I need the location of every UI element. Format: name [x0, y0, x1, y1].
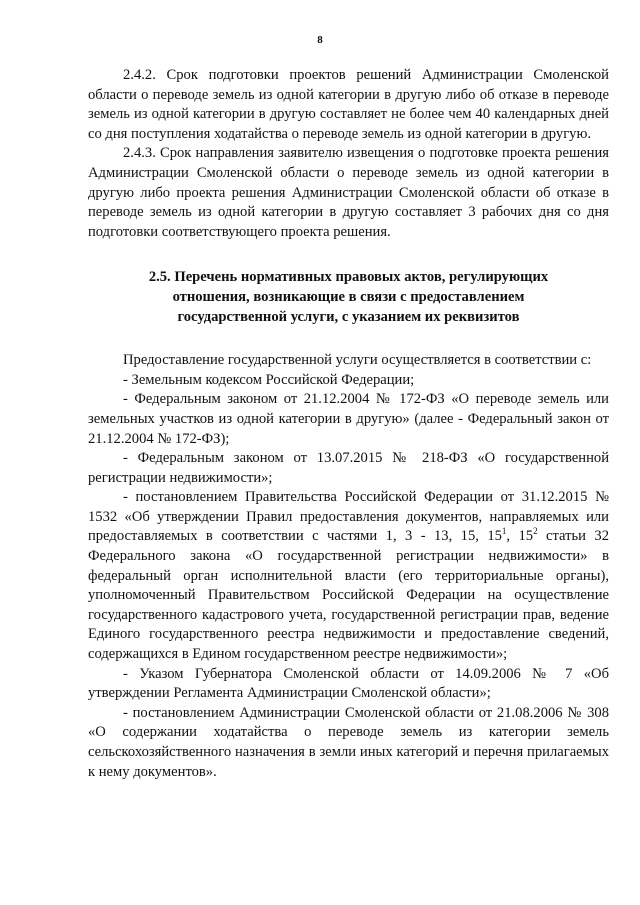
section-heading-line: 2.5. Перечень нормативных правовых актов, регулирующих [148, 269, 549, 286]
list-intro: Предоставление государственной услуги осуществляется в соответствии с: [123, 352, 592, 369]
list-item-federal-law-218: - Федеральным законом от 13.07.2015 № 218-ФЗ «О государственной регистрации недвижимости»; [88, 450, 609, 486]
resolution-text-part: , 15 [506, 528, 534, 545]
list-item-federal-law-172: - Федеральным законом от 21.12.2004 № 172-ФЗ «О переводе земель или земельных участков из одной категории в другую» (далее - Федеральный закон от 21.12.2004 № 172-ФЗ); [88, 391, 609, 447]
page-number: 8 [317, 34, 323, 46]
superscript: 1 [501, 526, 507, 537]
section-heading-2-5 [88, 268, 609, 327]
resolution-text-part: - постановлением Правительства Российской Федерации от 31.12.2015 № 1532 «Об утверждении Правил предоставления документов, направляемых или предоставляемых в соответствии с частями 1, 3 - 13, 15, 15 [88, 489, 609, 545]
superscript: 2 [533, 526, 538, 537]
list-item-land-code: - Земельным кодексом Российской Федерации; [123, 371, 415, 388]
resolution-text-part: статьи 32 Федерального закона «О государственной регистрации недвижимости» в федеральный орган исполнительной власти (его территориальные органы), уполномоченный Правительством Российской Федерации на осуществление государственного кадастрового учета, государственной регистрации прав, ведение Единого государственного реестра недвижимости и предоставление сведений, содержащихся в Едином государственном реестре недвижимости»; [88, 528, 609, 663]
list-item-governor-decree-7: - Указом Губернатора Смоленской области от 14.09.2006 № 7 «Об утверждении Регламента Администрации Смоленской области»; [88, 665, 609, 702]
paragraph-2-4-3: 2.4.3. Срок направления заявителю извещения о подготовке проекта решения Администрации Смоленской области о переводе земель из одной категории в другую либо проекта решения Администрации Смоленской области об отказе в переводе земель из одной категории в другую составляет 3 рабочих дня со дня подготовки соответствующего проекта решения. [88, 145, 609, 240]
section-heading-line: отношения, возникающие в связи с предоставлением [172, 288, 525, 305]
list-item-government-resolution-1532 [88, 488, 609, 664]
list-item-administration-resolution-308: - постановлением Администрации Смоленской области от 21.08.2006 № 308 «О содержании ходатайства о переводе земель из категории земель сельскохозяйственного назначения в земли иных категорий и перечня прилагаемых к нему документов». [88, 704, 609, 780]
paragraph-2-4-2: 2.4.2. Срок подготовки проектов решений Администрации Смоленской области о переводе земель из одной категории в другую либо об отказе в переводе земель из одной категории в другую составляет не более чем 40 календарных дней со дня поступления ходатайства о переводе земель из одной категории в другую. [88, 67, 609, 142]
section-heading-line: государственной услуги, с указанием их реквизитов [177, 308, 520, 325]
document-body [88, 66, 609, 782]
